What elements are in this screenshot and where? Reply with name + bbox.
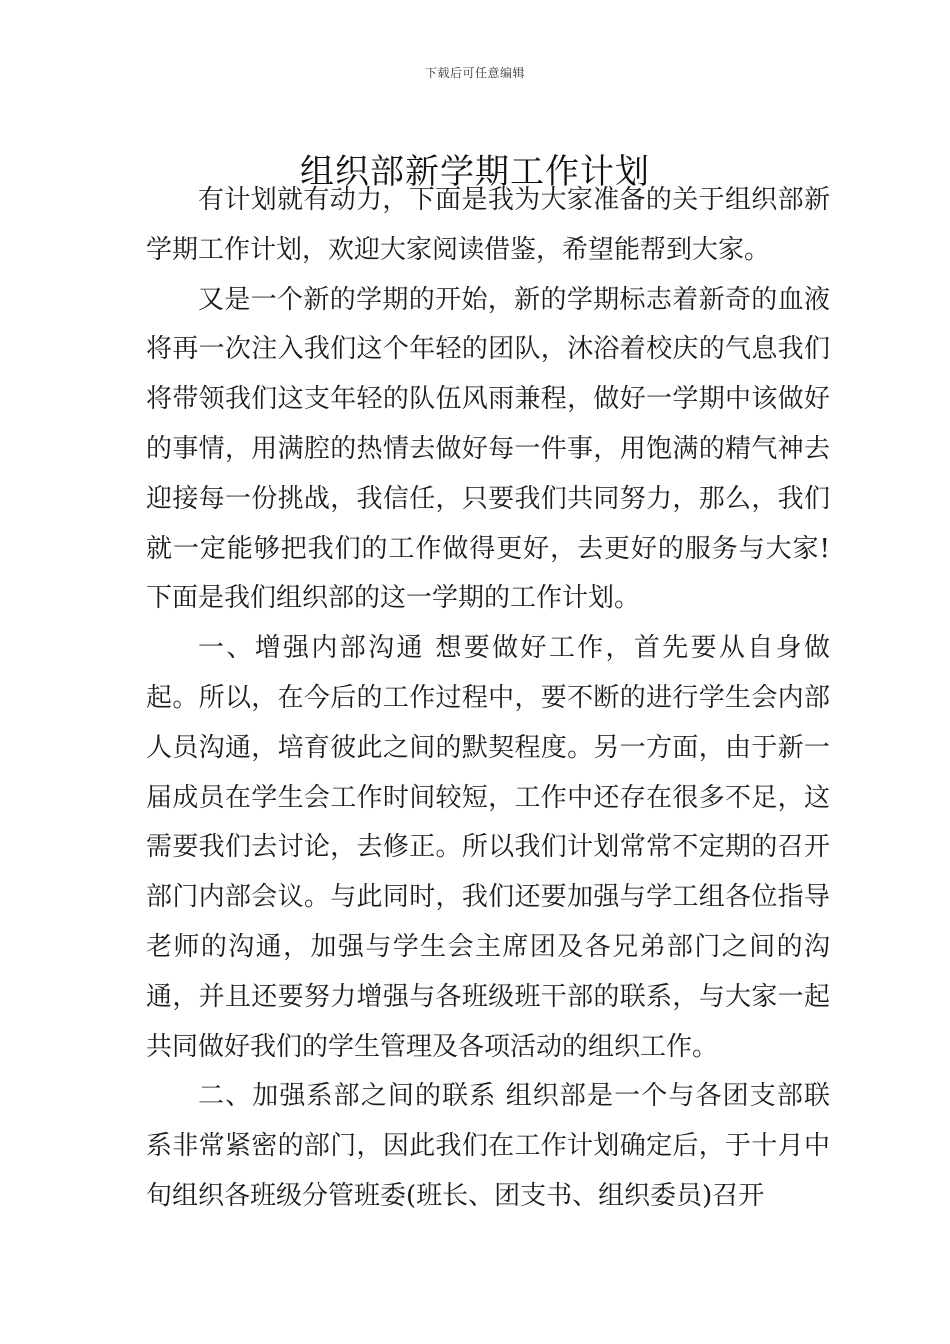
paragraph-department-liaison: 二、加强系部之间的联系 组织部是一个与各团支部联系非常紧密的部门，因此我们在工作计划确定后，于十月中旬组织各班级分管班委(班长、团支书、组织委员)召开 bbox=[146, 1081, 830, 1211]
document-title: 组织部新学期工作计划 bbox=[300, 151, 650, 192]
paragraph-intro: 有计划就有动力，下面是我为大家准备的关于组织部新学期工作计划，欢迎大家阅读借鉴，希望能帮到大家。 bbox=[146, 185, 830, 265]
document-body bbox=[146, 176, 830, 1222]
paragraph-opening: 又是一个新的学期的开始，新的学期标志着新奇的血液将再一次注入我们这个年轻的团队，沐浴着校庆的气息我们将带领我们这支年轻的队伍风雨兼程，做好一学期中该做好的事情，用满腔的热情去做好每一件事，用饱满的精气神去迎接每一份挑战，我信任，只要我们共同努力，那么，我们就一定能够把我们的工作做得更好，去更好的服务与大家!下面是我们组织部的这一学期的工作计划。 bbox=[146, 284, 830, 614]
header-note: 下载后可任意编辑 bbox=[424, 66, 525, 80]
paragraph-internal-communication: 一、增强内部沟通 想要做好工作，首先要从自身做起。所以，在今后的工作过程中，要不断的进行学生会内部人员沟通，培育彼此之间的默契程度。另一方面，由于新一届成员在学生会工作时间较短，工作中还存在很多不足，这需要我们去讨论，去修正。所以我们计划常常不定期的召开部门内部会议。与此同时，我们还要加强与学工组各位指导老师的沟通，加强与学生会主席团及各兄弟部门之间的沟通，并且还要努力增强与各班级班干部的联系，与大家一起共同做好我们的学生管理及各项活动的组织工作。 bbox=[146, 633, 830, 1062]
